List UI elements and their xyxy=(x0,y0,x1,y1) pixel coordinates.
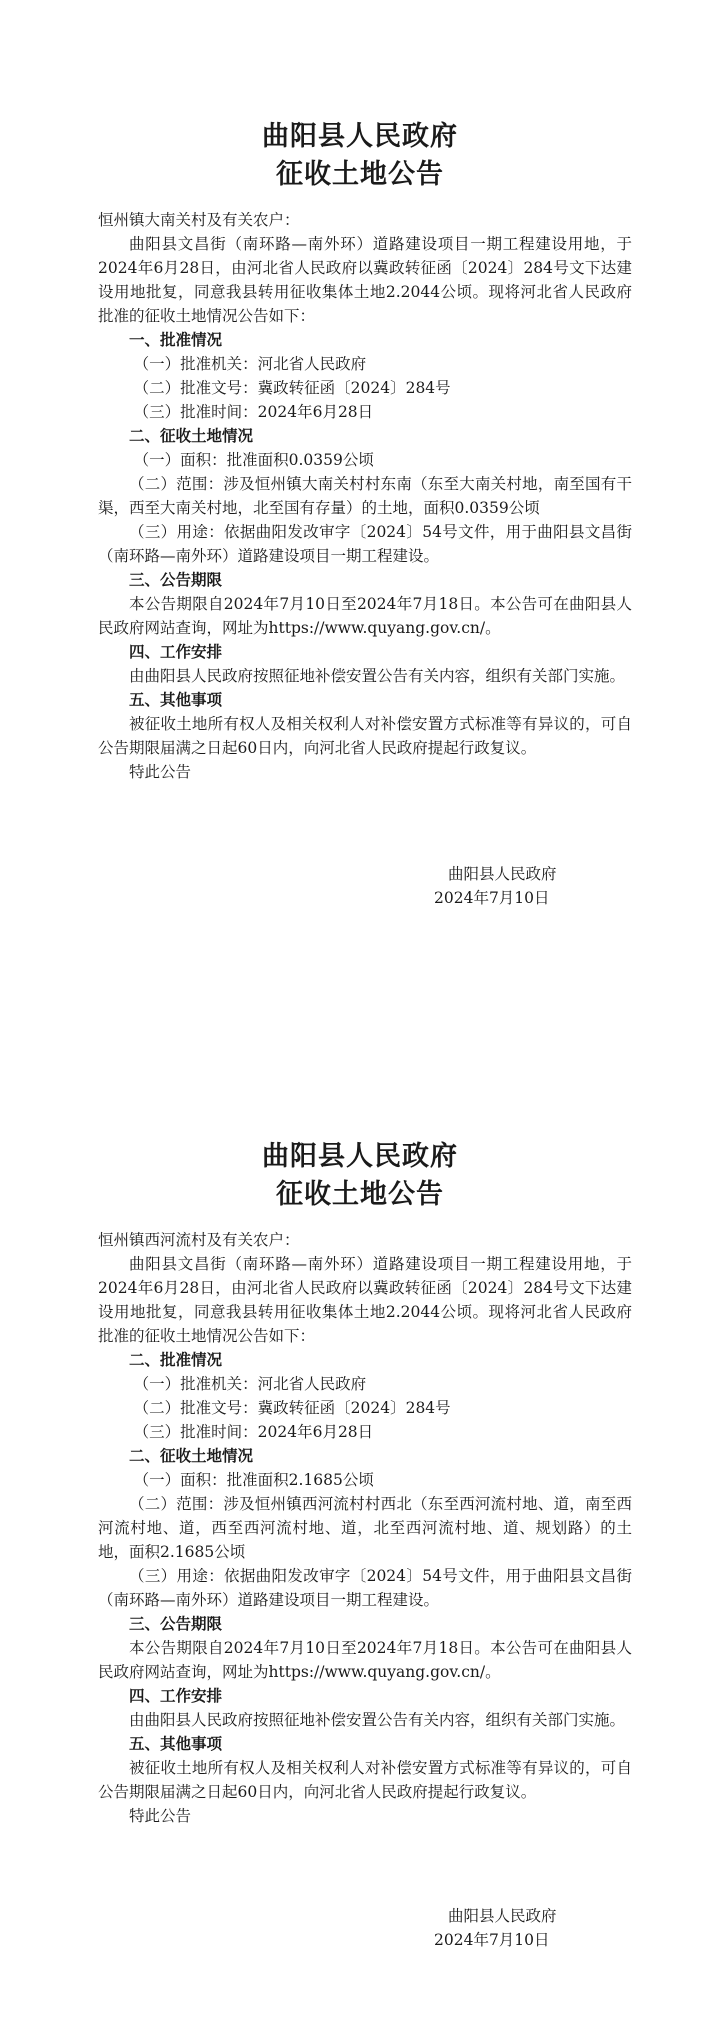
signature-date: 2024年7月10日 xyxy=(434,1931,550,1949)
land-area: （一）面积：批准面积0.0359公顷 xyxy=(133,451,374,469)
notice-1 xyxy=(0,0,720,907)
other-text: 被征收土地所有权人及相关权利人对补偿安置方式标准等有异议的，可自公告期限届满之日起60日内，向河北省人民政府提起行政复议。 xyxy=(98,1759,632,1801)
notice-title-line1: 曲阳县人民政府 xyxy=(262,121,458,152)
other-text: 被征收土地所有权人及相关权利人对补偿安置方式标准等有异议的，可自公告期限届满之日起60日内，向河北省人民政府提起行政复议。 xyxy=(98,715,632,757)
notice-body xyxy=(98,1228,632,1828)
intro-paragraph: 曲阳县文昌街（南环路—南外环）道路建设项目一期工程建设用地，于2024年6月28日，由河北省人民政府以冀政转征函〔2024〕284号文下达建设用地批复，同意我县转用征收集体土地2.2044公顷。现将河北省人民政府批准的征收土地情况公告如下： xyxy=(98,1255,632,1345)
signature-org: 曲阳县人民政府 xyxy=(448,1907,557,1925)
section-heading-approval: 二、批准情况 xyxy=(129,1350,223,1369)
notice-title-line1: 曲阳县人民政府 xyxy=(262,1141,458,1172)
land-area: （一）面积：批准面积2.1685公顷 xyxy=(133,1471,374,1489)
notice-body xyxy=(98,208,632,784)
section-heading-other: 五、其他事项 xyxy=(129,1734,223,1753)
section-heading-land: 二、征收土地情况 xyxy=(129,1446,254,1465)
period-text: 本公告期限自2024年7月10日至2024年7月18日。本公告可在曲阳县人民政府网站查询，网址为https://www.quyang.gov.cn/。 xyxy=(98,1639,632,1681)
approval-authority: （一）批准机关：河北省人民政府 xyxy=(133,355,367,373)
section-heading-period: 三、公告期限 xyxy=(129,570,223,589)
notice-title-line2: 征收土地公告 xyxy=(276,159,444,190)
land-use: （三）用途：依据曲阳发改审字〔2024〕54号文件，用于曲阳县文昌街（南环路—南外环）道路建设项目一期工程建设。 xyxy=(98,1567,632,1609)
land-use: （三）用途：依据曲阳发改审字〔2024〕54号文件，用于曲阳县文昌街（南环路—南外环）道路建设项目一期工程建设。 xyxy=(98,523,632,565)
notice-title-line2: 征收土地公告 xyxy=(276,1179,444,1210)
approval-document-number: （二）批准文号：冀政转征函〔2024〕284号 xyxy=(133,1399,451,1417)
notice-2 xyxy=(0,1020,720,1949)
signature-org: 曲阳县人民政府 xyxy=(448,865,557,883)
intro-paragraph: 曲阳县文昌街（南环路—南外环）道路建设项目一期工程建设用地，于2024年6月28日，由河北省人民政府以冀政转征函〔2024〕284号文下达建设用地批复，同意我县转用征收集体土地2.2044公顷。现将河北省人民政府批准的征收土地情况公告如下： xyxy=(98,235,632,325)
addressee: 恒州镇西河流村及有关农户： xyxy=(98,1231,300,1249)
period-text: 本公告期限自2024年7月10日至2024年7月18日。本公告可在曲阳县人民政府网站查询，网址为https://www.quyang.gov.cn/。 xyxy=(98,595,632,637)
approval-authority: （一）批准机关：河北省人民政府 xyxy=(133,1375,367,1393)
addressee: 恒州镇大南关村及有关农户： xyxy=(98,211,300,229)
land-scope: （二）范围：涉及恒州镇大南关村村东南（东至大南关村地，南至国有干渠，西至大南关村地，北至国有存量）的土地，面积0.0359公顷 xyxy=(98,475,632,517)
work-text: 由曲阳县人民政府按照征地补偿安置公告有关内容，组织有关部门实施。 xyxy=(129,667,626,685)
section-heading-period: 三、公告期限 xyxy=(129,1614,223,1633)
section-heading-work: 四、工作安排 xyxy=(129,642,223,661)
land-scope: （二）范围：涉及恒州镇西河流村村西北（东至西河流村地、道，南至西河流村地、道，西至西河流村地、道，北至西河流村地、道、规划路）的土地，面积2.1685公顷 xyxy=(98,1495,632,1561)
approval-date: （三）批准时间：2024年6月28日 xyxy=(133,403,374,421)
section-heading-other: 五、其他事项 xyxy=(129,690,223,709)
section-heading-work: 四、工作安排 xyxy=(129,1686,223,1705)
approval-document-number: （二）批准文号：冀政转征函〔2024〕284号 xyxy=(133,379,451,397)
closing-text: 特此公告 xyxy=(129,1807,192,1825)
section-heading-approval: 一、批准情况 xyxy=(129,330,223,349)
signature-date: 2024年7月10日 xyxy=(434,889,550,907)
approval-date: （三）批准时间：2024年6月28日 xyxy=(133,1423,374,1441)
work-text: 由曲阳县人民政府按照征地补偿安置公告有关内容，组织有关部门实施。 xyxy=(129,1711,626,1729)
section-heading-land: 二、征收土地情况 xyxy=(129,426,254,445)
closing-text: 特此公告 xyxy=(129,763,192,781)
